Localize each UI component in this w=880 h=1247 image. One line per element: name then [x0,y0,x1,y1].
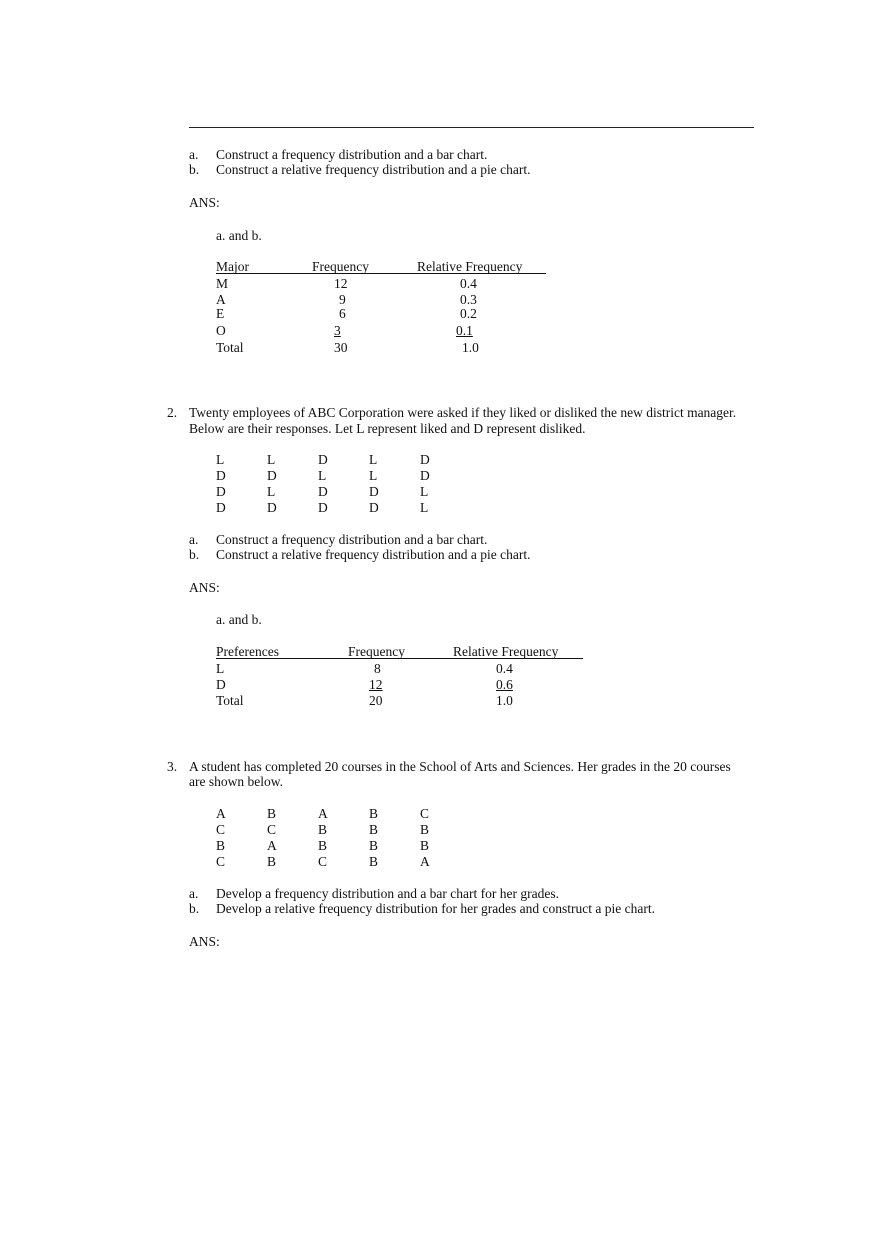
grid-cell: A [216,806,226,821]
q1-col-header-relative-frequency: Relative Frequency [417,259,523,274]
q1-row-relative: 1.0 [462,340,479,355]
q1-row-label: M [216,276,229,291]
grid-cell: L [216,452,225,467]
q3-item-b-letter: b. [189,901,200,916]
grid-cell: B [420,822,430,837]
q3-grades-grid [216,806,471,870]
grid-cell: D [216,484,226,499]
grid-cell: B [318,838,328,853]
q2-item-b-letter: b. [189,547,200,562]
q2-item-a-text: Construct a frequency distribution and a bar chart. [216,532,488,547]
q2-row-label: L [216,661,225,676]
grid-cell: L [369,468,378,483]
grid-cell: L [318,468,327,483]
grid-cell: D [369,484,379,499]
q2-text-line2: Below are their responses. Let L represent liked and D represent disliked. [189,421,586,436]
grid-cell: B [318,822,328,837]
q2-row-relative: 1.0 [496,693,513,708]
q1-row-frequency: 9 [339,292,346,307]
q1-ans-sub: a. and b. [216,228,262,243]
q2-ans-label: ANS: [189,580,220,595]
grid-cell: D [267,468,277,483]
grid-cell: C [216,854,226,869]
grid-cell: A [318,806,328,821]
q3-text-line1: A student has completed 20 courses in the School of Arts and Sciences. Her grades in the 20 courses [189,759,731,774]
q1-row-frequency: 3 [334,323,341,338]
q1-header-underline [216,273,546,274]
grid-row [216,468,471,484]
grid-row [216,452,471,468]
grid-cell: D [420,452,430,467]
q1-item-b-text: Construct a relative frequency distribution and a pie chart. [216,162,531,177]
q2-response-grid [216,452,471,516]
q2-number: 2. [167,405,178,420]
grid-cell: B [369,838,379,853]
grid-cell: B [369,854,379,869]
q2-col-header-relative-frequency: Relative Frequency [453,644,559,659]
grid-cell: D [420,468,430,483]
grid-cell: D [267,500,277,515]
grid-cell: D [369,500,379,515]
grid-row [216,806,471,822]
q3-item-a-text: Develop a frequency distribution and a bar chart for her grades. [216,886,559,901]
q2-header-underline [216,658,583,659]
grid-row [216,500,471,516]
q1-row-frequency: 30 [334,340,348,355]
grid-row [216,854,471,870]
q1-row-relative: 0.2 [460,306,477,321]
grid-row [216,484,471,500]
q1-row-frequency: 12 [334,276,348,291]
grid-cell: A [267,838,277,853]
q1-item-b-letter: b. [189,162,200,177]
grid-cell: B [420,838,430,853]
q1-row-label: O [216,323,226,338]
q1-item-a-text: Construct a frequency distribution and a bar chart. [216,147,488,162]
q2-ans-sub: a. and b. [216,612,262,627]
grid-cell: L [369,452,378,467]
grid-cell: D [216,468,226,483]
grid-cell: L [267,452,276,467]
q1-row-frequency: 6 [339,306,346,321]
q1-col-header-major: Major [216,259,249,274]
grid-cell: B [369,822,379,837]
q2-row-frequency: 12 [369,677,383,692]
q1-ans-label: ANS: [189,195,220,210]
q3-item-a-letter: a. [189,886,199,901]
grid-cell: C [216,822,226,837]
q2-item-b-text: Construct a relative frequency distribution and a pie chart. [216,547,531,562]
q2-row-frequency: 8 [374,661,381,676]
q1-row-label: E [216,306,225,321]
q2-item-a-letter: a. [189,532,199,547]
q3-item-b-text: Develop a relative frequency distribution for her grades and construct a pie chart. [216,901,655,916]
q1-row-relative: 0.3 [460,292,477,307]
grid-cell: D [318,500,328,515]
grid-cell: A [420,854,430,869]
q2-col-header-preferences: Preferences [216,644,279,659]
q1-row-relative: 0.4 [460,276,477,291]
grid-cell: L [267,484,276,499]
q1-row-label: A [216,292,226,307]
grid-cell: B [216,838,226,853]
grid-cell: L [420,484,429,499]
q2-row-label: Total [216,693,244,708]
q1-row-label: Total [216,340,244,355]
q2-row-frequency: 20 [369,693,383,708]
q1-item-a-letter: a. [189,147,199,162]
top-rule [189,127,754,128]
grid-cell: D [216,500,226,515]
grid-cell: B [267,806,277,821]
grid-row [216,822,471,838]
q3-number: 3. [167,759,178,774]
grid-row [216,838,471,854]
grid-cell: C [420,806,430,821]
q3-ans-label: ANS: [189,934,220,949]
q2-row-relative: 0.4 [496,661,513,676]
q2-text-line1: Twenty employees of ABC Corporation were asked if they liked or disliked the new district manager. [189,405,737,420]
grid-cell: C [318,854,328,869]
grid-cell: D [318,452,328,467]
q2-row-relative: 0.6 [496,677,513,692]
q3-text-line2: are shown below. [189,774,283,789]
q1-col-header-frequency: Frequency [312,259,369,274]
grid-cell: B [369,806,379,821]
grid-cell: L [420,500,429,515]
grid-cell: D [318,484,328,499]
q1-row-relative: 0.1 [456,323,473,338]
q2-row-label: D [216,677,226,692]
grid-cell: B [267,854,277,869]
q2-col-header-frequency: Frequency [348,644,405,659]
grid-cell: C [267,822,277,837]
